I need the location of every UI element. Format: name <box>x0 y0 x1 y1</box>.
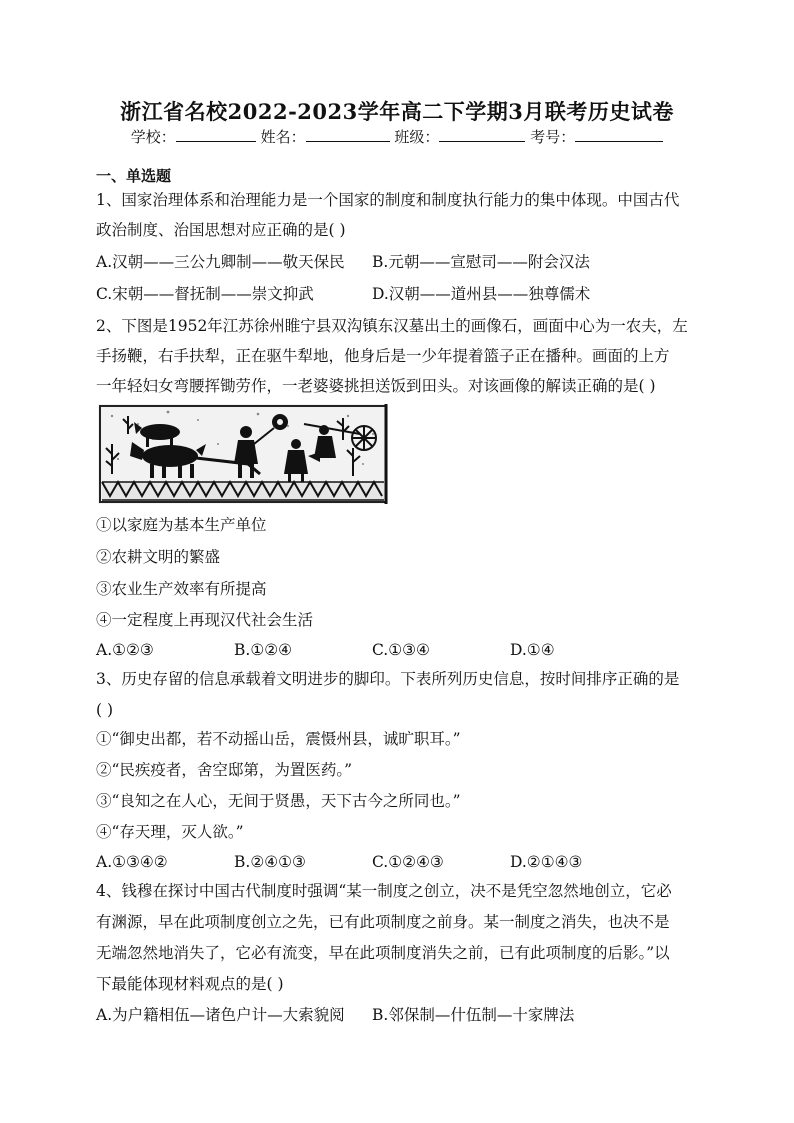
q4-stem-line-3: 无端忽然地消失了，它必有流变，早在此项制度消失之前，已有此项制度的后影。”以 <box>96 944 670 962</box>
class-blank <box>439 127 525 142</box>
name-label: 姓名： <box>260 128 306 146</box>
q2-stem-line-1: 2、下图是1952年江苏徐州睢宁县双沟镇东汉墓出土的画像石，画面中心为一农夫，左 <box>96 317 688 335</box>
student-info-row <box>0 126 794 147</box>
q1-option-c: C.宋朝——督抚制——崇文抑武 <box>96 285 314 303</box>
q2-option-d: D.①④ <box>510 641 555 659</box>
q4-stem-line-1: 4、钱穆在探讨中国古代制度时强调“某一制度之创立，决不是凭空忽然地创立，它必 <box>96 882 672 900</box>
q2-option-c: C.①③④ <box>372 641 430 659</box>
q3-stem-line-2: ( ) <box>96 701 114 719</box>
han-stone-relief-image <box>98 404 388 504</box>
exam-no-blank <box>575 127 663 142</box>
q2-stem-line-2: 手扬鞭，右手扶犁，正在驱牛犁地，他身后是一少年提着篮子正在播种。画面的上方 <box>96 347 670 365</box>
q2-option-b: B.①②④ <box>234 641 293 659</box>
q1-option-d: D.汉朝——道州县——独尊儒术 <box>372 285 591 303</box>
section-heading: 一、单选题 <box>96 167 172 185</box>
q2-option-a: A.①②③ <box>96 641 154 659</box>
q1-stem-line-2: 政治制度、治国思想对应正确的是( ) <box>96 221 346 239</box>
q2-stem-line-3: 一年轻妇女弯腰挥锄劳作，一老婆婆挑担送饭到田头。对该画像的解读正确的是( ) <box>96 377 656 395</box>
q3-statement-3: ③“良知之在人心，无间于贤愚，天下古今之所同也。” <box>96 792 461 810</box>
q1-stem-line-1: 1、国家治理体系和治理能力是一个国家的制度和制度执行能力的集中体现。中国古代 <box>96 191 680 209</box>
q3-stem-line-1: 3、历史存留的信息承载着文明进步的脚印。下表所列历史信息，按时间排序正确的是 <box>96 670 680 688</box>
q2-statement-1: ①以家庭为基本生产单位 <box>96 516 267 534</box>
class-label: 班级： <box>394 128 440 146</box>
q3-option-b: B.②④①③ <box>234 853 306 871</box>
q3-statement-2: ②“民疾疫者，舍空邸第，为置医药。” <box>96 761 353 779</box>
q3-statement-1: ①“御史出都，若不动摇山岳，震慑州县，诚旷职耳。” <box>96 730 461 748</box>
q3-option-d: D.②①④③ <box>510 853 583 871</box>
school-label: 学校： <box>130 128 176 146</box>
q2-statement-2: ②农耕文明的繁盛 <box>96 548 221 566</box>
q2-statement-4: ④一定程度上再现汉代社会生活 <box>96 611 314 629</box>
exam-title: 浙江省名校2022-2023学年高二下学期3月联考历史试卷 <box>120 99 674 124</box>
q1-option-b: B.元朝——宣慰司——附会汉法 <box>372 253 590 271</box>
exam-no-label: 考号： <box>530 128 576 146</box>
school-blank <box>176 127 256 142</box>
q3-statement-4: ④“存天理，灭人欲。” <box>96 823 244 841</box>
name-blank <box>306 127 390 142</box>
q4-stem-line-4: 下最能体现材料观点的是( ) <box>96 975 284 993</box>
q3-option-c: C.①②④③ <box>372 853 444 871</box>
q4-option-b: B.邻保制—什伍制—十家牌法 <box>372 1006 575 1024</box>
q2-statement-3: ③农业生产效率有所提高 <box>96 580 267 598</box>
q1-option-a: A.汉朝——三公九卿制——敬天保民 <box>96 253 345 271</box>
q4-option-a: A.为户籍相伍—诸色户计—大索貌阅 <box>96 1006 345 1024</box>
q4-stem-line-2: 有渊源，早在此项制度创立之先，已有此项制度之前身。某一制度之消失，也决不是 <box>96 913 670 931</box>
q3-option-a: A.①③④② <box>96 853 168 871</box>
